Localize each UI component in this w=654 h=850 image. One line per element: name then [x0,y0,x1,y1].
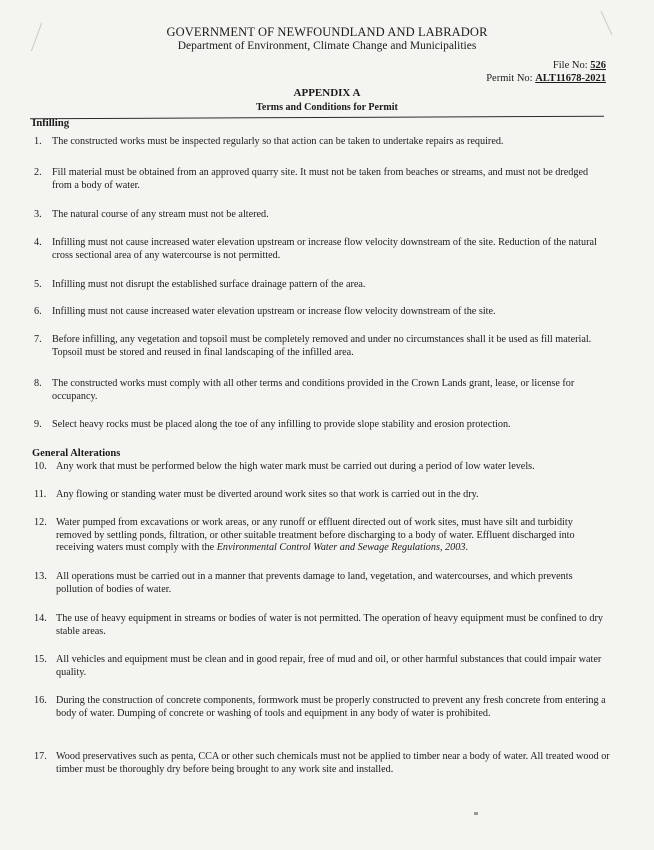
item-number: 16. [34,695,47,706]
item-text-end: . [465,542,468,554]
permit-number: ALT11678-2021 [535,73,606,84]
section-title-general-alterations: General Alterations [32,448,121,459]
item-number: 11. [34,489,47,500]
government-name: GOVERNMENT OF NEWFOUNDLAND AND LABRADOR [166,25,488,39]
list-item [34,695,606,720]
list-item [34,136,574,149]
file-info [486,59,606,85]
list-item [34,613,606,638]
list-item [34,279,574,292]
item-text: All vehicles and equipment must be clean and in good repair, free of mud and oil, or other harmful substances that could impair water quality. [56,654,602,678]
item-number: 7. [34,334,42,345]
item-text: Select heavy rocks must be placed along the toe of any infilling to provide slope stability and erosion protection. [52,419,511,430]
scan-mark-bottom [474,812,478,815]
item-number: 1. [34,136,42,147]
item-text: Infilling must not disrupt the established surface drainage pattern of the area. [52,279,366,290]
item-text: The constructed works must be inspected regularly so that action can be taken to undertake repairs as required. [52,136,504,147]
item-number: 13. [34,571,47,582]
item-text: During the construction of concrete components, formwork must be properly constructed to prevent any fresh concrete from entering a body of water. Dumping of concrete or washing of tools and equipment in any body of water is prohibited. [56,695,606,719]
item-text-main: Water pumped from excavations or work areas, or any runoff or effluent directed out of work sites, must have silt and turbidity removed by settling ponds, filtration, or other suitable treatment before discharging to a body of water. Effluent discharged into receiving waters must comply with the [56,517,575,554]
permit-number-line [486,72,606,85]
item-text [56,517,608,555]
permit-number-label: Permit No: [486,73,533,84]
list-item [34,654,614,679]
section-title-infilling: Infilling [32,117,70,129]
item-number: 8. [34,378,42,389]
list-item [34,167,602,192]
item-number: 10. [34,461,47,472]
regulation-title: Environmental Control Water and Sewage Regulations, 2003 [216,542,466,554]
list-item [34,378,594,403]
file-number-label: File No: [552,60,588,71]
item-text: Before infilling, any vegetation and topsoil must be completely removed and under no circumstances shall it be used as fill material. Topsoil must be stored and reused in final landscaping of the infilled area. [52,334,592,358]
appendix-title: APPENDIX A [293,87,361,99]
list-item [34,489,594,502]
item-number: 14. [34,613,47,624]
file-number: 526 [590,60,606,71]
list-item [34,209,574,222]
letterhead [0,25,654,53]
item-text: Fill material must be obtained from an approved quarry site. It must not be taken from beaches or streams, and must not be dredged from a body of water. [52,167,589,191]
list-item [34,419,594,432]
header-divider [30,116,604,120]
terms-title: Terms and Conditions for Permit [256,102,398,113]
item-number: 6. [34,306,42,317]
department-name: Department of Environment, Climate Change and Municipalities [177,40,477,52]
list-item [34,461,594,474]
item-number: 5. [34,279,42,290]
item-text: Any flowing or standing water must be diverted around work sites so that work is carried out in the dry. [56,489,479,500]
item-text: Infilling must not cause increased water elevation upstream or increase flow velocity downstream of the site. Reduction of the natural cross sectional area of any watercourse is not permitted. [52,237,597,261]
item-number: 3. [34,209,42,220]
file-number-line [486,59,606,72]
item-number: 9. [34,419,42,430]
item-text: All operations must be carried out in a manner that prevents damage to land, vegetation, and watercourses, and which prevents pollution of bodies of water. [56,571,573,595]
item-text: Infilling must not cause increased water elevation upstream or increase flow velocity downstream of the site. [52,306,496,317]
item-number: 12. [34,517,47,528]
item-text: Wood preservatives such as penta, CCA or other such chemicals must not be applied to timber near a body of water. All treated wood or timber must be thoroughly dry before being brought to any work site and installed. [56,751,610,775]
item-number: 4. [34,237,42,248]
item-text: The natural course of any stream must not be altered. [52,209,269,220]
list-item [34,571,606,596]
list-item [34,306,574,319]
item-text: Any work that must be performed below the high water mark must be carried out during a period of low water levels. [56,461,535,472]
list-item [34,751,614,776]
list-item [34,237,606,262]
list-item [34,334,606,359]
item-number: 15. [34,654,47,665]
item-text: The constructed works must comply with all other terms and conditions provided in the Crown Lands grant, lease, or license for occupancy. [52,378,575,402]
item-number: 2. [34,167,42,178]
item-text: The use of heavy equipment in streams or bodies of water is not permitted. The operation of heavy equipment must be confined to dry stable areas. [56,613,603,637]
item-number: 17. [34,751,47,762]
list-item [34,517,608,555]
